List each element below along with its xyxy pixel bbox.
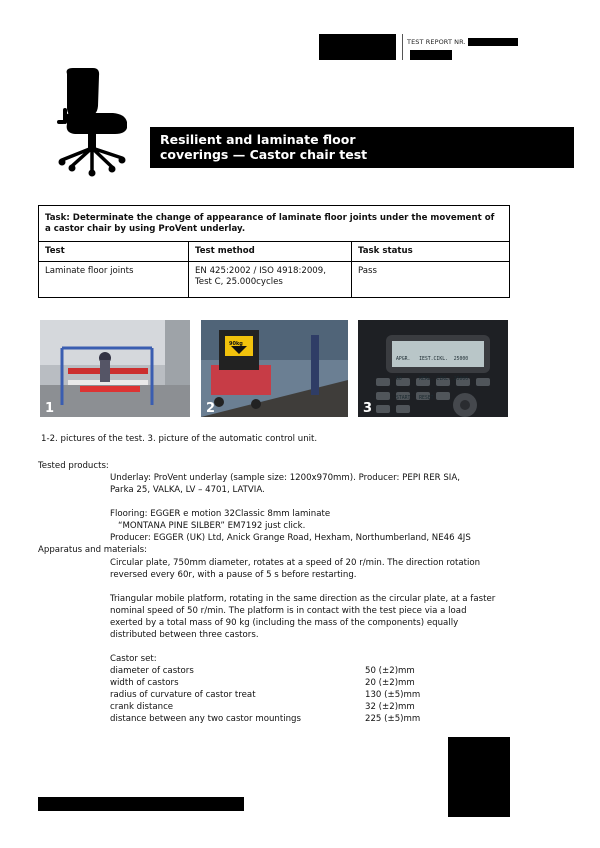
weight-label: 90kg <box>229 341 243 347</box>
method-line-2: Test C, 25.000cycles <box>195 277 283 287</box>
header-test-method: Test method <box>189 242 352 262</box>
task-data-row <box>39 262 510 298</box>
plate-line-1: Circular plate, 750mm diameter, rotates at a speed of 20 r/min. The direction rotation <box>110 558 481 568</box>
display-line-2: 60 REAL. CIKL. 25000 <box>396 376 469 382</box>
photo-number-1: 1 <box>45 401 55 416</box>
redacted-stamp <box>448 737 510 817</box>
redacted-report-number <box>468 38 518 46</box>
platform-line-2: nominal speed of 50 r/min. The platform is in contact with the test piece via a load <box>110 606 467 616</box>
platform-line-3: exerted by a total mass of 90 kg (including the mass of the components) equally <box>110 618 459 628</box>
platform-line-4: distributed between three castors. <box>110 630 259 640</box>
office-chair-icon <box>55 66 135 180</box>
plate-line-2: reversed every 60r, with a pause of 5 s before restarting. <box>110 570 357 580</box>
underlay-line-1: Underlay: ProVent underlay (sample size: 1200x970mm). Producer: PEPI RER SIA, <box>110 473 460 483</box>
photo-number-2: 2 <box>206 401 216 416</box>
castor-row <box>110 665 495 677</box>
castor-label: diameter of castors <box>110 666 194 676</box>
test-photo-1 <box>40 320 190 417</box>
cell-test: Laminate floor joints <box>39 262 189 298</box>
redacted-block-header <box>319 34 396 60</box>
test-photo-3 <box>358 320 508 417</box>
display-line-3: START RESET <box>396 396 434 401</box>
task-description: Task: Determinate the change of appearance of laminate floor joints under the movement of a castor chair by using ProVent underlay. <box>39 206 510 242</box>
display-readout <box>396 344 468 416</box>
castor-value: 20 (±2)mm <box>365 678 415 688</box>
title-line-1: Resilient and laminate floor <box>160 132 356 147</box>
report-title <box>150 127 574 168</box>
underlay-line-2: Parka 25, VALKA, LV – 4701, LATVIA. <box>110 485 265 495</box>
cell-test-method <box>189 262 352 298</box>
apparatus-heading: Apparatus and materials: <box>38 545 148 555</box>
flooring-line-3: Producer: EGGER (UK) Ltd, Anick Grange Road, Hexham, Northumberland, NE46 4JS <box>110 533 471 543</box>
castor-label: width of castors <box>110 678 179 688</box>
redacted-footer <box>38 797 244 811</box>
cell-task-status: Pass <box>352 262 510 298</box>
task-table <box>38 205 510 298</box>
header-test: Test <box>39 242 189 262</box>
castor-label: radius of curvature of castor treat <box>110 690 256 700</box>
castor-label: crank distance <box>110 702 174 712</box>
castor-row <box>110 677 495 689</box>
tested-products-heading: Tested products: <box>38 461 109 471</box>
flooring-line-2: “MONTANA PINE SILBER” EM7192 just click. <box>118 521 306 531</box>
castor-label: distance between any two castor mountings <box>110 714 301 724</box>
header-divider <box>402 34 403 60</box>
platform-line-1: Triangular mobile platform, rotating in the same direction as the circular plate, at a faster <box>110 594 496 604</box>
castor-row <box>110 689 495 701</box>
castor-heading: Castor set: <box>110 654 157 664</box>
redacted-report-number-2 <box>410 50 452 60</box>
photo-number-3: 3 <box>363 401 373 416</box>
header-task-status: Task status <box>352 242 510 262</box>
method-line-1: EN 425:2002 / ISO 4918:2009, <box>195 266 326 276</box>
photo-caption: 1-2. pictures of the test. 3. picture of the automatic control unit. <box>41 434 318 444</box>
castor-value: 225 (±5)mm <box>365 714 421 724</box>
report-number-label-text: TEST REPORT NR. <box>407 38 466 46</box>
castor-value: 50 (±2)mm <box>365 666 415 676</box>
castor-platform-image <box>201 320 348 417</box>
display-line-1: APGR. IEST.CIKL. 25000 <box>396 357 469 362</box>
test-photo-2 <box>201 320 348 417</box>
task-description-row <box>39 206 510 242</box>
title-line-2: coverings — Castor chair test <box>160 147 368 162</box>
castor-row <box>110 713 495 725</box>
castor-row <box>110 701 495 713</box>
apparatus-body <box>110 557 495 725</box>
report-number-label <box>407 38 466 46</box>
castor-value: 130 (±5)mm <box>365 690 421 700</box>
castor-value: 32 (±2)mm <box>365 702 415 712</box>
task-header-row <box>39 242 510 262</box>
test-rig-image <box>40 320 190 417</box>
flooring-line-1: Flooring: EGGER e motion 32Classic 8mm laminate <box>110 509 331 519</box>
tested-products-body <box>110 472 471 544</box>
